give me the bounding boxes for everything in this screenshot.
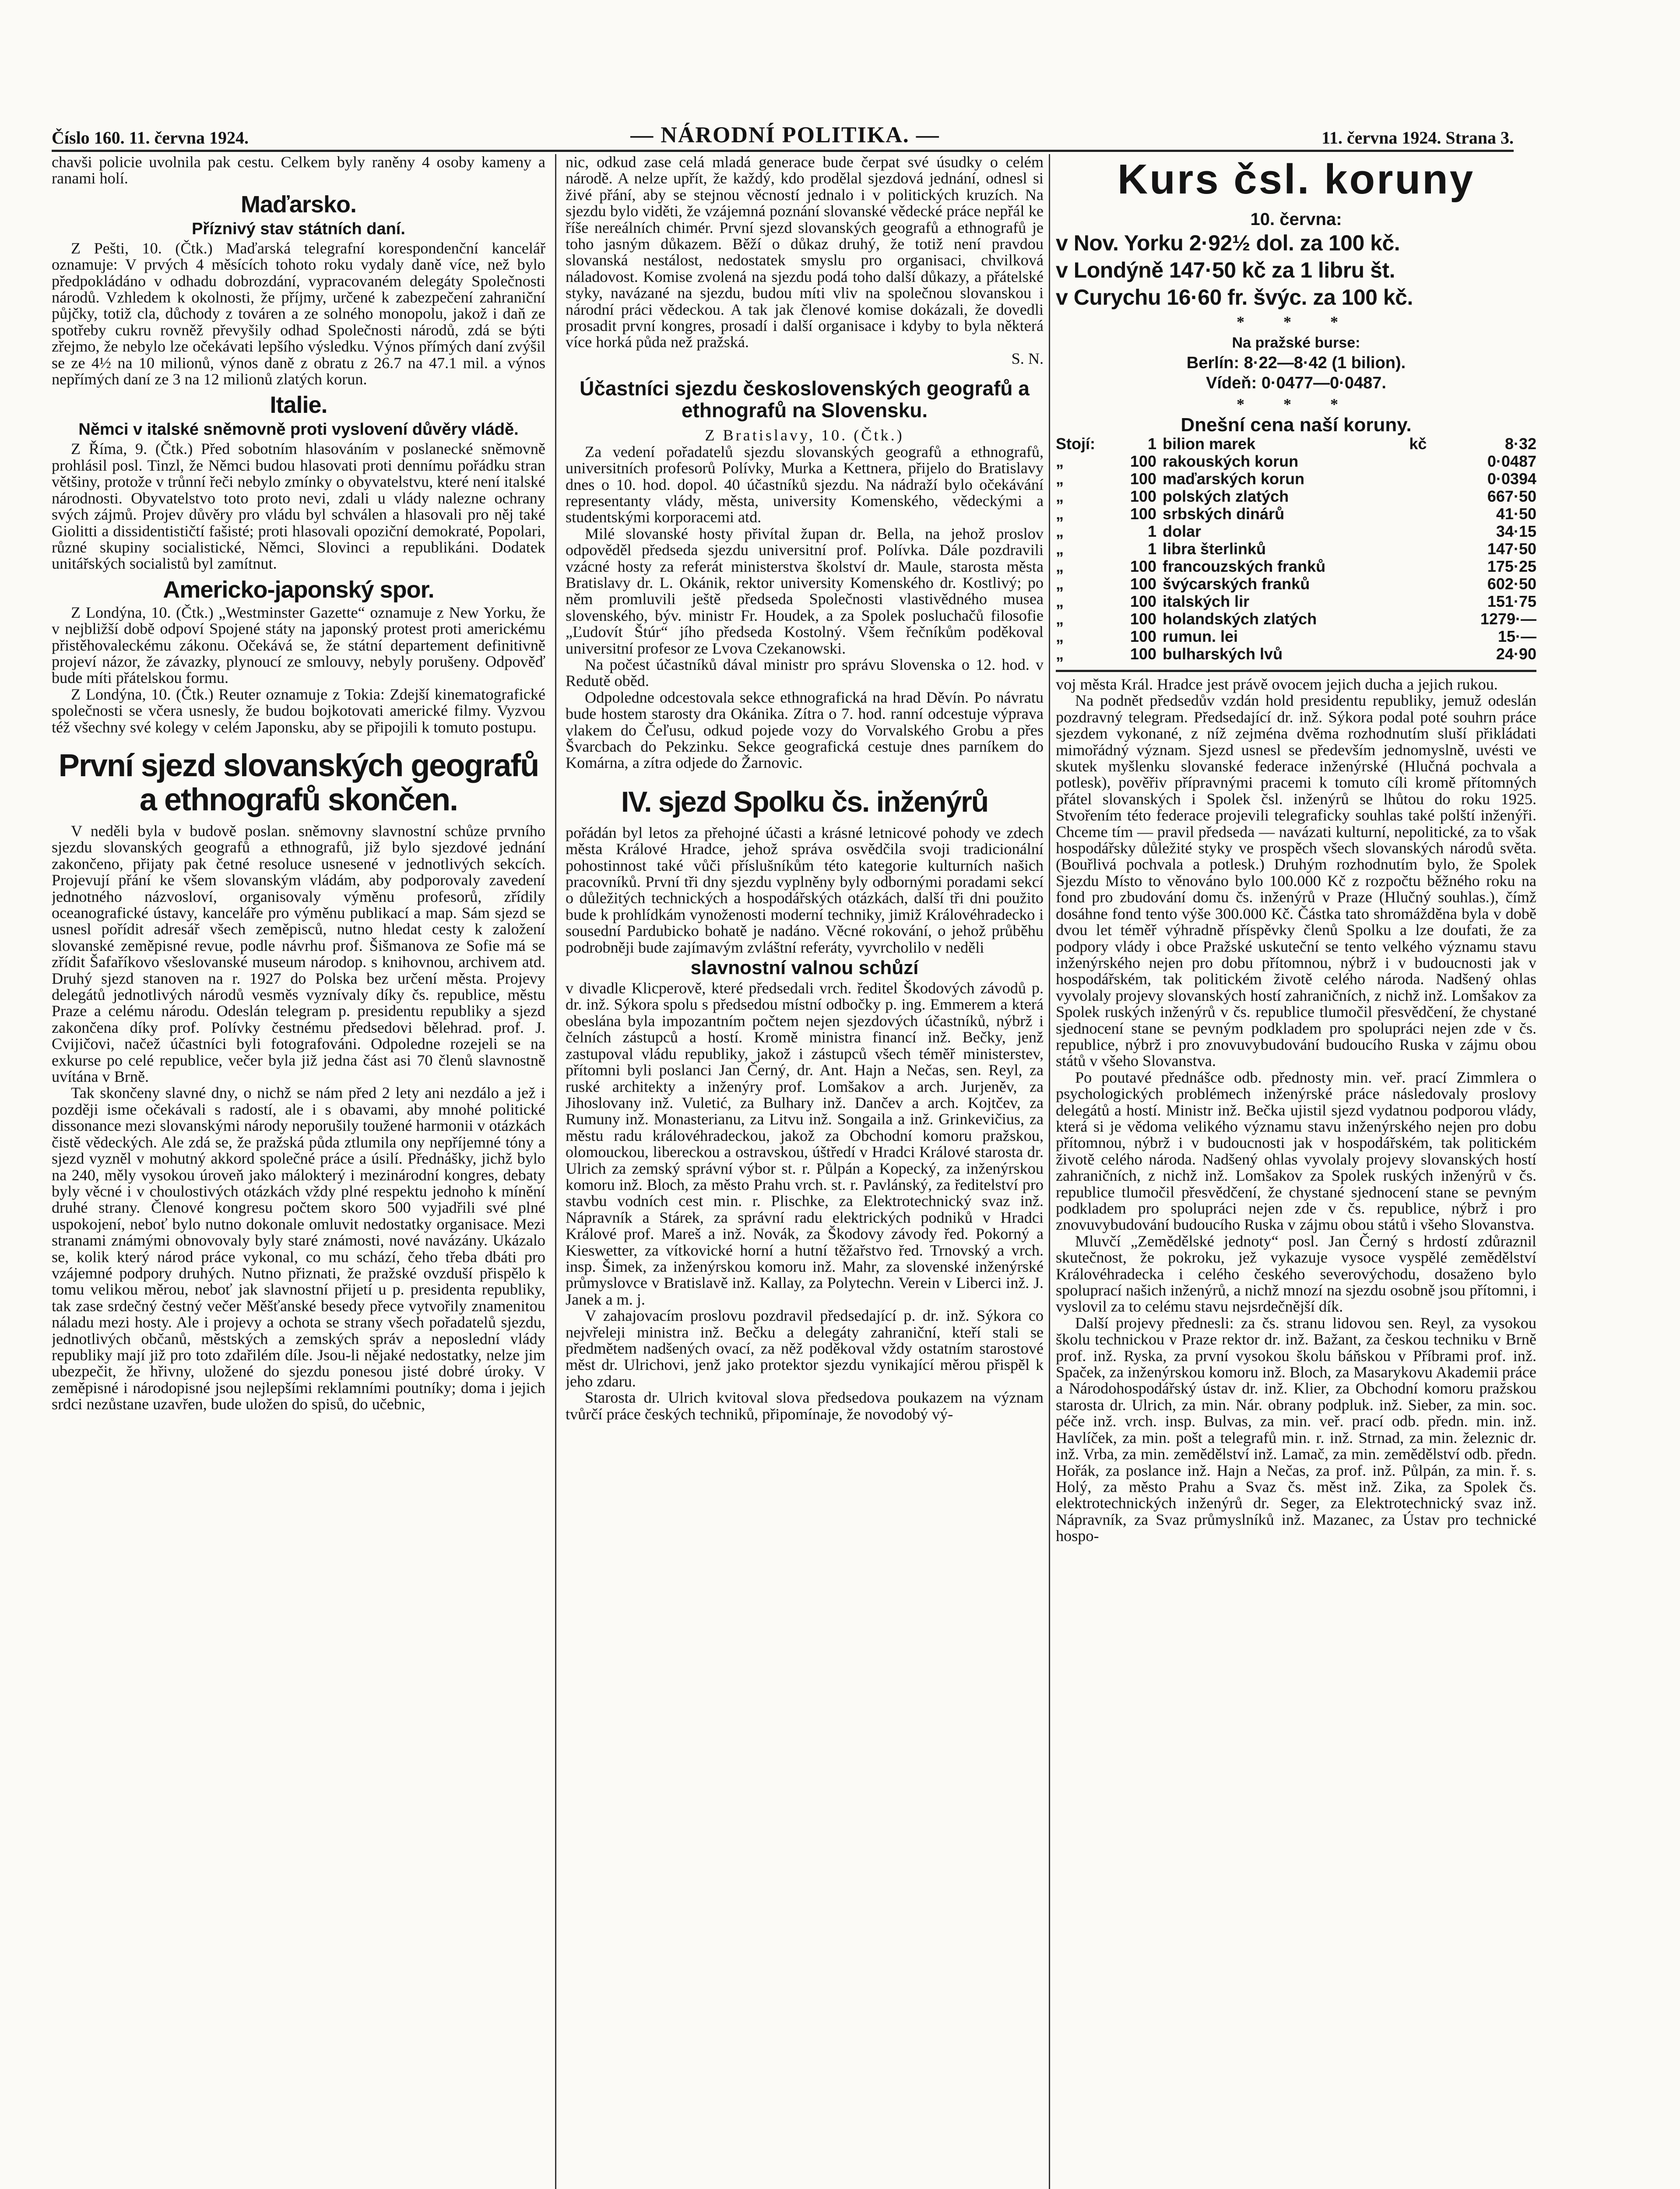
rate-unit [1405, 575, 1453, 593]
article-inz-2: v divadle Klicperově, které předsedali vrch. ředitel Škodových závodů p. dr. inž. Sýkora spolu s předsedou místní odbočky p. ing. Emmerem a která obeslána byla impozantním počtem nejen sjezdových účastníků, nýbrž i čelních zástupců a hostí. Kromě ministra financí inž. Bečky, jenž zastupoval vládu republiky, jakož i zástupců všech téměř ministerstev, přítomni byli poslanci Jan Černý, dr. Ant. Hajn a Nečas, sen. Reyl, za ruské architekty a inženýry prof. Lomšakov a arch. Jurjeněv, za Jihoslovany inž. Vuletić, za Bulhary inž. Dančev a arch. Kojtčev, za Rumuny inž. Monasterianu, za Litvu inž. Songaila a inž. Grinkevičius, za městu radu královéhradeckou, jakož za Obchodní komoru pražskou, olomouckou, libereckou a ostravskou, úštředí v Hradci Králové starosta dr. Ulrich za zemský správní výbor st. r. Půlpán a Kopecký, za inženýrskou komoru inž. Bloch, za město Prahu vrch. st. r. Pavlánský, za ředitelství pro stavbu vodních cest min. r. Plischke, za Elektrotechnický svaz inž. Nápravník a Stárek, za správní radu elektrických podniků v Hradci Králové prof. Mareš a inž. Novák, za Škodovy závody řed. Pokorný a Kieswetter, za vítkovické horní a hutní těžařstvo řed. Trnovský a vrch. insp. Šimek, za inženýrskou komoru inž. Mahr, za slovenské inženýrské průmyslovce v Bratislavě inž. Kallay, za Polytechn. Verein v Liberci inž. J. Janek a m. j. [566, 979, 1044, 1308]
rate-value: 15·— [1497, 627, 1536, 645]
burse-heading: Na pražské burse: [1232, 334, 1360, 351]
rate-unit: kč [1409, 435, 1427, 453]
rate-currency-name: francouzských franků [1162, 557, 1326, 575]
rate-currency-name: bilion marek [1162, 435, 1256, 453]
rates-table [1056, 435, 1536, 663]
rate-quantity: 100 [1130, 452, 1156, 470]
rate-unit [1405, 628, 1453, 645]
rate-row [1056, 453, 1536, 470]
rate-currency-name: bulharských lvů [1162, 645, 1283, 663]
article-ucastnici-1: Za vedení pořadatelů sjezdu slovanských geografů a ethnografů, universitních profesorů Polívky, Murka a Kettnera, přijelo do Bratislavy dnes o 10. hod. dopol. 40 účastníků sjezdu. Na nádraží bylo očekávání representanty vlády, města, university Komenského, vědeckými a studentskými korporacemi atd. [566, 443, 1044, 526]
rate-zurich: v Curychu 16·60 fr. švýc. za 100 kč. [1056, 285, 1413, 310]
heading-iv-sjezd: IV. sjezd Spolku čs. inženýrů [621, 785, 988, 818]
rate-currency-name: rakouských korun [1162, 452, 1299, 470]
rate-prefix: „ [1056, 522, 1064, 540]
rate-row [1056, 645, 1536, 663]
article-spor-2: Z Londýna, 10. (Čtk.) Reuter oznamuje z Tokia: Zdejší kinematografické společnosti se včera usnesly, že budou bojkotovati americké filmy. Vyzvou též všechny své kolegy v celém Japonsku, aby se připojili k tomuto postupu. [52, 685, 545, 736]
rate-quantity: 100 [1130, 505, 1156, 523]
page-header [52, 117, 1514, 148]
header-rule [52, 150, 1514, 152]
rate-unit [1405, 470, 1453, 488]
rate-quantity: 1 [1147, 540, 1156, 558]
rate-value: 41·50 [1496, 505, 1536, 523]
rate-row [1056, 523, 1536, 540]
article-ucastnici-2: Milé slovanské hosty přivítal župan dr. Bella, na jehož proslov odpověděl předseda sjezdu universitní prof. Polívka. Dále pozdravili vzácné hosty za referát ministerstva školství dr. Maule, starosta města Bratislavy dr. L. Okánik, rektor university Komenského dr. Kostlivý; po něm promluvili ještě předseda Společnosti vlastivědného musea slovenského, býv. ministr Fr. Houdek, a za Spolek posluchačů filosofie „Ľudovít Štúr“ jího předseda Kostolný. Všem řečníkům poděkoval universitní profesor ze Lvova Czekanowski. [566, 524, 1044, 657]
rate-value: 8·32 [1504, 435, 1536, 453]
rate-value: 24·90 [1496, 645, 1536, 663]
article-inz-continuation-5: Další projevy přednesli: za čs. stranu lidovou sen. Reyl, za vysokou školu technickou v Praze rektor dr. inž. Bažant, za českou techniku v Brně prof. inž. Ryska, za první vysokou školu báňskou v Příbrami prof. inž. Spaček, za inženýrskou komoru inž. Bloch, za Masarykovu Akademii práce a Národohospodářský ústav dr. inž. Klier, za Obchodní komoru pražskou starosta dr. Ulrich, za min. Nár. obrany podpluk. inž. Sieber, za min. soc. péče inž. vrch. insp. Bulvas, za min. veř. prací odb. předn. min. inž. Havlíček, za min. pošt a telegrafů min. r. inž. Strnad, za min. železnic dr. inž. Vrba, za min. zemědělství inž. Lamač, za min. zemědělství odb. předn. Hořák, za poslance inž. Hajn a Nečas, za prof. inž. Půlpán, za min. ř. s. Holý, za město Prahu a Svaz čs. měst inž. Zika, za Spolek čs. elektrotechnických inženýrů dr. Seger, za Elektrotechnický svaz inž. Nápravník, za Svaz průmyslníků inž. Mazanec, za Ústav pro technické hospo- [1056, 1314, 1536, 1545]
rate-row [1056, 435, 1536, 453]
rate-unit [1405, 505, 1453, 523]
article-inz-continuation-2: Na podnět předsedův vzdán hold presidentu republiky, jemuž odeslán pozdravný telegram. Předsedající dr. inž. Sýkora podal poté souhrn práce sjezdem vykonané, z níž zejména dvěma rozhodnutím sluší přikládati mimořádný význam. Sjezd usnesl se především jednomyslně, uvésti ve skutek myšlenku slovanské federace inženýrské (Hlučná pochvala a potlesk), pověřiv přípravnými pracemi k tomuto cíli kromě přítomných přátel slovanských i Spolek čsl. inženýrů se lhůtou do roku 1925. Stvořením této federace projevili telegraficky souhlas také polští inženýři. Chceme tím — pravil předseda — navázati kulturní, nepolitické, za to však hospodářsky důležité styky ve prospěch všech slovanských národů světa. (Bouřlivá pochvala a potlesk.) Druhým rozhodnutím bylo, že Spolek Sjezdu Místo to věnováno bylo 100.000 Kč z rozpočtu běžného roku na fond pro zbudování domu čs. inženýrů v Praze (Hlučný souhlas.), čímž dosáhne fond tento výše 300.000 Kč. Částka tato shromážděna byla v době dvou let téměř výhradně příspěvky členů Spolku a lze doufati, že za podpory vlády i obce Pražské uskuteční se tento velkého významu stavu inženýrského nejen pro dobu přítomnou, nýbrž i v budoucnosti jak v hospodářském, tak politickém životě celého národa. Nadšený ohlas vyvolaly projevy slovanských hostí zahraničních, z nichž inž. Lomšakov za Spolek ruských inženýrů v čs. republice tlumočil přesvědčení, že chystané sjednocení stane se pevným podkladem pro spolupráci nejen zde v čs. republice, nýbrž i pro znovuvybudování budoucího Ruska v zájmu obou států v všeho Slovanstva. [1056, 692, 1536, 1070]
article-madarsko: Z Pešti, 10. (Čtk.) Maďarská telegrafní korespondenční kancelář oznamuje: V prvých 4 měsících tohoto roku vydaly daně více, než bylo předpokládáno v odhadu dobrozdání, vypracovaném delegáty Společnosti národů. Vzhledem k okolnosti, že příjmy, určené k zabezpečení zahraniční půjčky, totiž cla, důchody z továren a ze solného monopolu, jakož i daň ze spotřeby cukru rovněž převyšily odhad Společnosti národů, zdá se býti zřejmo, že nebylo lze očekávati lepšího výsledku. Výnos přímých daní zvýšil se ze 4½ na 10 milionů, výnos daně z obratu z 26.7 na 47.1 mil. a výnos nepřímých daní ze 3 na 12 milionů zlatých korun. [52, 239, 545, 388]
rate-currency-name: rumun. lei [1162, 627, 1238, 645]
rate-currency-name: maďarských korun [1162, 470, 1304, 488]
heading-madarsko: Maďarsko. [241, 191, 356, 218]
rate-row [1056, 540, 1536, 558]
rate-unit [1405, 558, 1453, 575]
rate-prefix: „ [1056, 452, 1064, 470]
rate-quantity: 1 [1147, 435, 1156, 453]
box-bottom-rule [1056, 670, 1536, 672]
rate-value: 667·50 [1487, 487, 1536, 505]
rate-unit [1405, 593, 1453, 610]
rate-row [1056, 488, 1536, 505]
heading-prvni-sjezd: První sjezd slovanských geografů a ethnografů skončen. [58, 748, 539, 817]
rate-value: 151·75 [1487, 592, 1536, 610]
article-ucastnici-3: Na počest účastníků dával ministr pro správu Slovenska o 12. hod. v Redutě oběd. [566, 655, 1044, 690]
rate-prefix: „ [1056, 610, 1064, 628]
kurs-title: Kurs čsl. koruny [1117, 156, 1475, 203]
rate-london: v Londýně 147·50 kč za 1 libru št. [1056, 258, 1395, 282]
kurs-date: 10. června: [1250, 210, 1342, 229]
rate-currency-name: dolar [1162, 522, 1201, 540]
column-divider-2 [1049, 154, 1050, 2189]
rate-unit [1405, 540, 1453, 558]
rate-unit [1405, 488, 1453, 505]
rate-quantity: 100 [1130, 575, 1156, 593]
rate-prefix: „ [1056, 505, 1064, 523]
rate-value: 1279·— [1480, 610, 1536, 628]
header-issue: Číslo 160. 11. června 1924. [52, 128, 249, 148]
rate-quantity: 100 [1130, 627, 1156, 645]
rate-row [1056, 610, 1536, 628]
rate-prefix: „ [1056, 487, 1064, 505]
rate-row [1056, 470, 1536, 488]
rate-prefix: „ [1056, 557, 1064, 575]
rate-prefix: „ [1056, 575, 1064, 593]
rate-row [1056, 558, 1536, 575]
column-3 [1056, 154, 1536, 2189]
rate-unit [1405, 610, 1453, 628]
article-continuation: chavši policie uvolnila pak cestu. Celkem byly raněny 4 osoby kameny a ranami holí. [52, 154, 545, 187]
article-inz-continuation-3: Po poutavé přednášce odb. přednosty min. veř. prací Zimmlera o psychologických problémech inženýrské práce následovaly proslovy delegátů a hostí. Ministr inž. Bečka ujistil sjezd vydatnou podporou vlády, která si je vědoma velikého významu stavu inženýrského nejen pro dobu přítomnou, nýbrž i v budoucnosti jak v hospodářském, tak politickém životě celého národa. Nadšený ohlas vyvolaly projevy slovanských hostí zahraničních, z nichž inž. Lomšakov za Spolek ruských inženýrů v čs. republice tlumočil přesvědčení, že chystané sjednocení stane se pevným podkladem pro spolupráci nejen zde v čs. republice, nýbrž i pro znovuvybudování budoucího Ruska v zájmu obou států i všeho Slovanstva. [1056, 1068, 1536, 1234]
rate-currency-name: libra šterlinků [1162, 540, 1266, 558]
rate-currency-name: srbských dinárů [1162, 505, 1285, 523]
rate-currency-name: švýcarských franků [1162, 575, 1310, 593]
rate-row [1056, 575, 1536, 593]
subheading-madarsko: Příznivý stav státních daní. [192, 219, 405, 238]
rate-quantity: 1 [1147, 522, 1156, 540]
rate-prefix: „ [1056, 645, 1064, 663]
separator-stars: * * * [1237, 313, 1356, 331]
rate-quantity: 100 [1130, 470, 1156, 488]
article-sjezd-continuation: nic, odkud zase celá mladá generace bude čerpat své úsudky o celém národě. A nelze upřít, že každý, kdo prodělal sjezdová jednání, odnesl si živé přání, aby se stejnou věcností jednalo i v politických kruzích. Na sjezdu bylo viděti, že vzájemná poznání slovanské vědecké práce nepřál ke říše nereálních chimér. První sjezd slovanských geografů a ethnografů je toho jasným důkazem. Běží o důkaz druhý, že totiž není pravdou slovanská nestálost, nedostatek smyslu pro organisaci, chvilková náladovost. Komise zvolená na sjezdu podá toho další důkazy, a přátelské styky, navázané na sjezdu, budou míti vliv na společnou slovanskou i národní práci vědeckou. A tak jak členové komise dokázali, že dovedli prosadit první kongres, prosadí i další organisace i kdyby to byla některá více horká půda než pražská. [566, 154, 1044, 351]
column-divider-1 [555, 154, 556, 2189]
rate-quantity: 100 [1130, 645, 1156, 663]
rate-currency-name: holandských zlatých [1162, 610, 1317, 628]
rate-currency-name: italských lir [1162, 592, 1250, 610]
rate-new-york: v Nov. Yorku 2·92½ dol. za 100 kč. [1056, 231, 1400, 255]
heading-italie: Italie. [270, 392, 327, 419]
rate-prefix: „ [1056, 627, 1064, 645]
rate-prefix: Stojí: [1056, 435, 1095, 453]
article-italie: Z Říma, 9. (Čtk.) Před sobotním hlasováním v poslanecké sněmovně prohlásil posl. Tinzl, že Němci budou hlasovati proti dennímu pořádku stran většiny, protože v trůnní řeči nebylo zmínky o obyvatelstvu, které není italské národnosti. Obyvatelstvo toto proto nevi, zdali u vlády nalezne ochrany svých zájmů. Projev důvěry pro vládu byl schválen a hlasovali pro něj také Giolitti a dissidentističtí fašisté; proti hlasovali opoziční demokraté, Popolari, různé skupiny socialistické, Němci, Slovinci a republikáni. Dodatek unitářských socialistů byl zamítnut. [52, 440, 545, 573]
dateline-bratislava: Z Bratislavy, 10. (Čtk.) [705, 426, 904, 444]
rate-value: 147·50 [1487, 540, 1536, 558]
rate-unit [1405, 523, 1453, 540]
masthead-title: — NÁRODNÍ POLITIKA. — [630, 123, 940, 148]
article-inz-3: V zahajovacím proslovu pozdravil předsedající p. dr. inž. Sýkora co nejvřeleji ministra inž. Bečku a delegáty zahraniční, kteří stali se předmětem nadšených ovací, za něž poděkoval vždy ostatním starostové měst dr. Ulrichovi, jenž jako protektor sjezdu vynikající měrou přispěl k jeho zdaru. [566, 1307, 1044, 1390]
rate-prefix: „ [1056, 540, 1064, 558]
column-1 [52, 154, 545, 2189]
article-sjezd-1: V neděli byla v budově poslan. sněmovny slavnostní schůze prvního sjezdu slovanských geografů a ethnografů, již bylo sjezdové jednání zakončeno, přijaty pak četné resoluce usnesené v jednotlivých sekcích. Projevují přání ke všem slovanským vládám, aby podporovaly zavedení jednotného názvosloví, organisovaly výměnu profesorů, zřídily oceanografické ústavy, kanceláře pro výměnu publikací a map. Sám sjezd se usnesl pořídit adresář všech zeměpisců, nutno hledat cesty k založení slovanské zeměpisné revue, podle návrhu prof. Šišmanova ze Sofie má se zřídit Šafaříkovo všeslovanské museum národop. s knihovnou, archivem atd. Druhý sjezd stanoven na r. 1927 do Polska bez určení města. Projevy delegátů jednotlivých národů vesměs vyznívaly díky čs. republice, městu Praze a celému národu. Odeslán telegram p. presidentu republiky a sjezd zakončena díky prof. Polívky čestnému předsedovi bělehrad. prof. J. Cvijičovi, načež účastníci byli fotografováni. Odpoledne rozejeli se na exkurse po celé republice, večer byla již jedna část asi 70 členů slavnostně uvítána v Brně. [52, 822, 545, 1086]
cena-heading: Dnešní cena naší koruny. [1181, 414, 1412, 436]
rate-value: 602·50 [1487, 575, 1536, 593]
rate-row [1056, 505, 1536, 523]
rate-quantity: 100 [1130, 557, 1156, 575]
article-inz-continuation-1: voj města Král. Hradce jest právě ovocem jejich ducha a jejich rukou. [1056, 676, 1498, 693]
column-2 [566, 154, 1044, 2189]
rate-value: 34·15 [1496, 522, 1536, 540]
rate-viden: Vídeň: 0·0477—0·0487. [1206, 374, 1386, 392]
article-ucastnici-4: Odpoledne odcestovala sekce ethnografická na hrad Děvín. Po návratu bude hostem starosty dra Okánika. Zítra o 7. hod. ranní odcestuje výprava vlakem do Čeľusu, odkud pojede vozy do Vorvalského Grobu a přes Švarcbach do Pekzinku. Sekce geografická cestuje dnes parníkem do Komárna, a zítra odjede do Žarnovic. [566, 688, 1044, 772]
rate-quantity: 100 [1130, 610, 1156, 628]
separator-stars-2: * * * [1237, 395, 1356, 413]
rate-quantity: 100 [1130, 487, 1156, 505]
rate-value: 0·0487 [1487, 452, 1536, 470]
rate-row [1056, 628, 1536, 645]
header-date-page: 11. června 1924. Strana 3. [1322, 128, 1514, 148]
rate-prefix: „ [1056, 592, 1064, 610]
rate-prefix: „ [1056, 470, 1064, 488]
article-inz-4: Starosta dr. Ulrich kvitoval slova předsedova poukazem na význam tvůrčí práce českých techniků, připomínaje, že novodobý vý- [566, 1389, 1044, 1423]
heading-ucastnici: Účastníci sjezdu československých geografů a ethnografů na Slovensku. [580, 377, 1030, 422]
rate-unit [1405, 645, 1453, 663]
rate-row [1056, 593, 1536, 610]
rate-unit [1405, 453, 1453, 470]
rate-quantity: 100 [1130, 592, 1156, 610]
rate-value: 0·0394 [1487, 470, 1536, 488]
article-spor-1: Z Londýna, 10. (Čtk.) „Westminster Gazette“ oznamuje z New Yorku, že v nejbližší době odpoví Spojené státy na japonský protest proti americkému přistěhovaleckému zákonu. Očekává se, že státní departement definitivně projeví názor, že závazky, plynoucí ze smlouvy, nebyly porušeny. Odpověď bude míti přátelskou formu. [52, 603, 545, 687]
article-inz-1: pořádán byl letos za přehojné účasti a krásné letnicové pohody ve zdech města Králové Hradce, jehož správa osvědčila svoji tradicionální pohostinnost také vůči příslušníkům této kategorie kulturních našich pracovníků. První tři dny sjezdu vyplněny byly odbornými poradami sekcí o důležitých technických a hospodářských otázkách, další tři dni použito bude k prohlídkám vynoženosti moderní techniky, jimiž Královéhradecko i sousední Pardubicko bohatě je nadáno. Věcné rokování, o jehož průběhu podrobněji bude zajímavým zvláštní referáty, vyvrcholilo v neděli [566, 824, 1044, 956]
rate-berlin: Berlín: 8·22—8·42 (1 bilion). [1186, 354, 1406, 372]
article-sjezd-2: Tak skončeny slavné dny, o nichž se nám před 2 lety ani nezdálo a jež i později isme očekávali s radostí, ale i s obavami, aby mnohé politické dissonance mezi slovanskými národy neporušily toužené harmonii v otázkách čistě vědeckých. Ale zdá se, že pražská půda ztlumila ony nepříjemné tóny a sjezd vyzněl v mohutný akkord společné práce a úsilí. Přednášky, jichž bylo na 240, měly vysokou úroveň jako málokterý i mezinárodní kongres, debaty byly věcné i v choulostivých otázkách vždy plné respektu jednoho k mínění druhé strany. Členové kongresu počtem skoro 500 vyjadřili své plné uspokojení, neboť bylo nutno dokonale omluvit nedostatky organisace. Mezi stranami známými obnovovaly byly staré známosti, nové navázány. Ukázalo se, kolik který národ práce vykonal, co mu schází, čeho třeba dbáti pro vzájemné podpory druhých. Nutno přiznati, že pražské ovzduší přispělo k tomu velikou měrou, neboť jak slavnostní přijetí u p. presidenta republiky, tak zase srdečný čestný večer Měšťanské besedy přece vytvořily znamenitou náladu mezi hosty. Ale i projevy a ochota se strany všech pořadatelů sjezdu, jednotlivých občanů, městských a zemských správ a neposlední vlády republiky mají již pro toto zdařilém díle. Jsou-li nějaké nedostatky, nelze jim ubezpečit, že hřivny, uložené do sjezdu ponesou jisté dobré úroky. V zeměpisné i národopisné jsou nejlepšími reklamními poutníky; doma i jejich srdci nezůstane uzavřen, bude uložen do spisů, do učebnic, [52, 1084, 545, 1413]
subheading-italie: Němci v italské sněmovně proti vyslovení důvěry vládě. [78, 420, 519, 439]
article-inz-continuation-4: Mluvčí „Zemědělské jednoty“ posl. Jan Černý s hrdostí zdůraznil skutečnost, že pokroku, jež vykazuje vysoce vyspělé zemědělství Královéhradecka i celého českého severovýchodu, dosaženo bylo spoluprací našich inženýrů, a nichž mnozí na sjezdu osobně jsou přítomni, i vyslovil za to celému stavu nejsrdečnější dík. [1056, 1232, 1536, 1316]
author-signature: S. N. [1011, 349, 1044, 367]
rate-value: 175·25 [1487, 557, 1536, 575]
subheading-valna-schuze: slavnostní valnou schůzí [690, 957, 919, 979]
heading-americko-japonsky-spor: Americko-japonský spor. [163, 576, 434, 603]
rate-currency-name: polských zlatých [1162, 487, 1289, 505]
